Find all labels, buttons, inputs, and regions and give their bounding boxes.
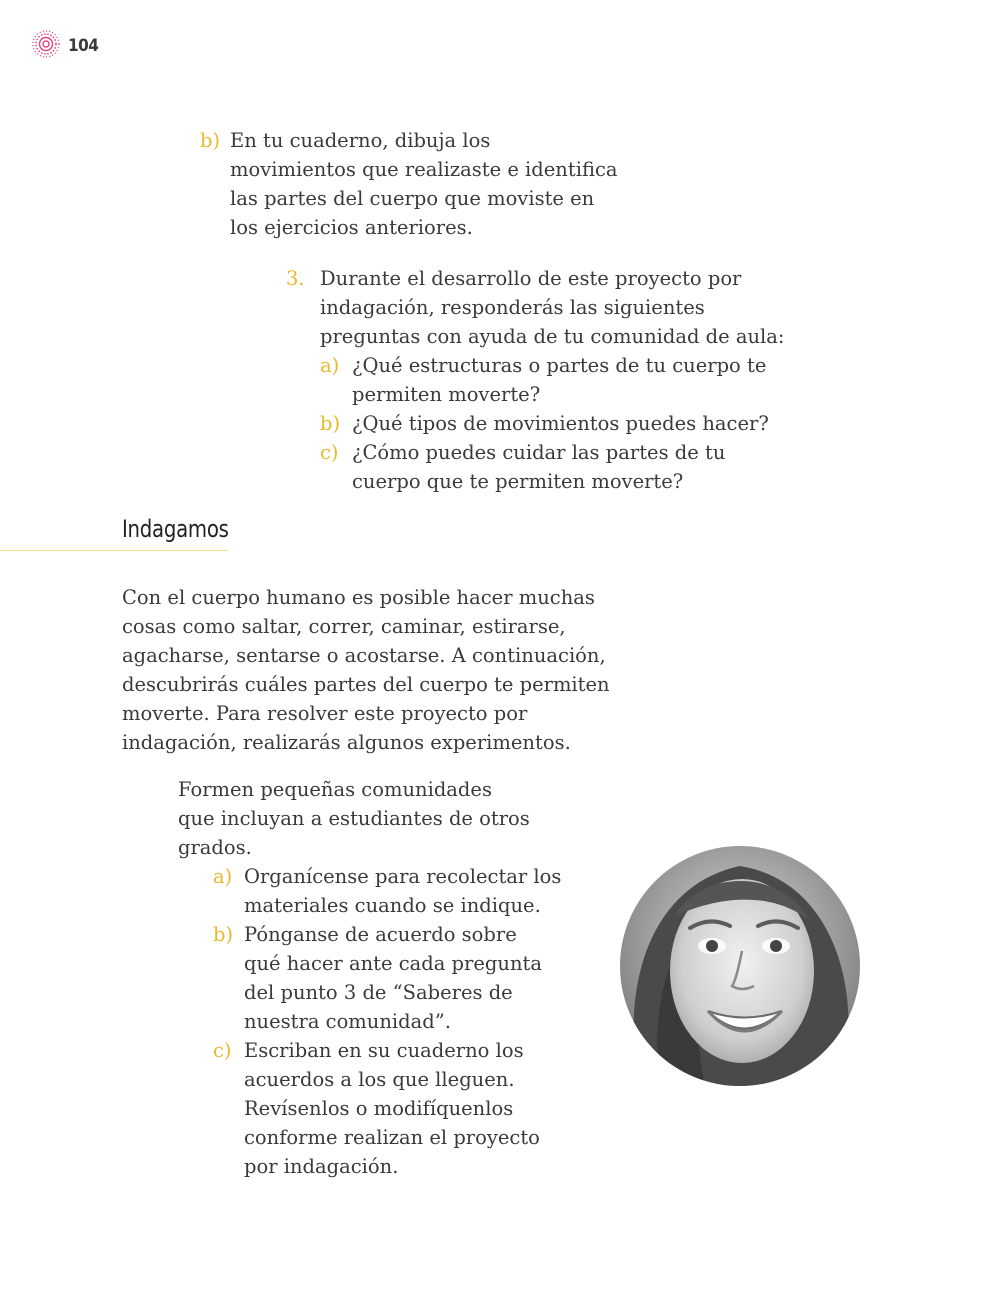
list-marker: b) — [320, 412, 341, 435]
activity-item-text: Escriban en su cuaderno los acuerdos a los que lleguen. Revísenlos o modifíquenlos conforme realizan el proyecto por indagación. — [244, 1039, 540, 1178]
list-marker: a) — [213, 865, 233, 888]
list-item-b-top — [200, 126, 618, 242]
list-marker: a) — [320, 354, 340, 377]
page-number — [32, 33, 98, 59]
list-marker: b) — [213, 923, 234, 946]
section-heading: Indagamos — [122, 515, 229, 543]
sub-list — [320, 351, 785, 496]
heading-underline — [0, 550, 228, 551]
student-portrait-photo — [620, 846, 860, 1086]
sun-rosette-icon — [32, 30, 60, 62]
activity-list — [213, 862, 561, 1181]
activity-item-text: Organícense para recolectar los materiales cuando se indique. — [244, 865, 562, 917]
activity-item-c — [213, 1036, 561, 1181]
numbered-item-3 — [286, 264, 785, 496]
list-item-text: En tu cuaderno, dibuja los movimientos que realizaste e identifica las partes del cuerpo que moviste en los ejercicios anteriores. — [230, 129, 618, 239]
activity-item-text: Pónganse de acuerdo sobre qué hacer ante cada pregunta del punto 3 de “Saberes de nuestra comunidad”. — [244, 923, 542, 1033]
activity-item-b — [213, 920, 561, 1036]
list-marker: b) — [200, 129, 221, 152]
sub-list-item-b — [320, 409, 785, 438]
sub-list-item-a — [320, 351, 785, 409]
sub-list-item-text: ¿Qué tipos de movimientos puedes hacer? — [352, 412, 769, 435]
numbered-item-text: Durante el desarrollo de este proyecto por indagación, responderás las siguientes preguntas con ayuda de tu comunidad de aula: — [320, 267, 785, 348]
activity-block — [178, 775, 561, 1181]
intro-paragraph: Con el cuerpo humano es posible hacer muchas cosas como saltar, correr, caminar, estirarse, agacharse, sentarse o acostarse. A continuación, descubrirás cuáles partes del cuerpo te permiten moverte. Para resolver este proyecto por indagación, realizarás algunos experimentos. — [122, 586, 610, 754]
page-number-text: 104 — [68, 36, 99, 56]
list-marker: 3. — [286, 267, 305, 290]
sub-list-item-c — [320, 438, 785, 496]
activity-item-a — [213, 862, 561, 920]
sub-list-item-text: ¿Cómo puedes cuidar las partes de tu cuerpo que te permiten moverte? — [352, 441, 726, 493]
sub-list-item-text: ¿Qué estructuras o partes de tu cuerpo te permiten moverte? — [352, 354, 767, 406]
list-marker: c) — [213, 1039, 232, 1062]
activity-intro: Formen pequeñas comunidades que incluyan a estudiantes de otros grados. — [178, 778, 530, 859]
list-marker: c) — [320, 441, 339, 464]
